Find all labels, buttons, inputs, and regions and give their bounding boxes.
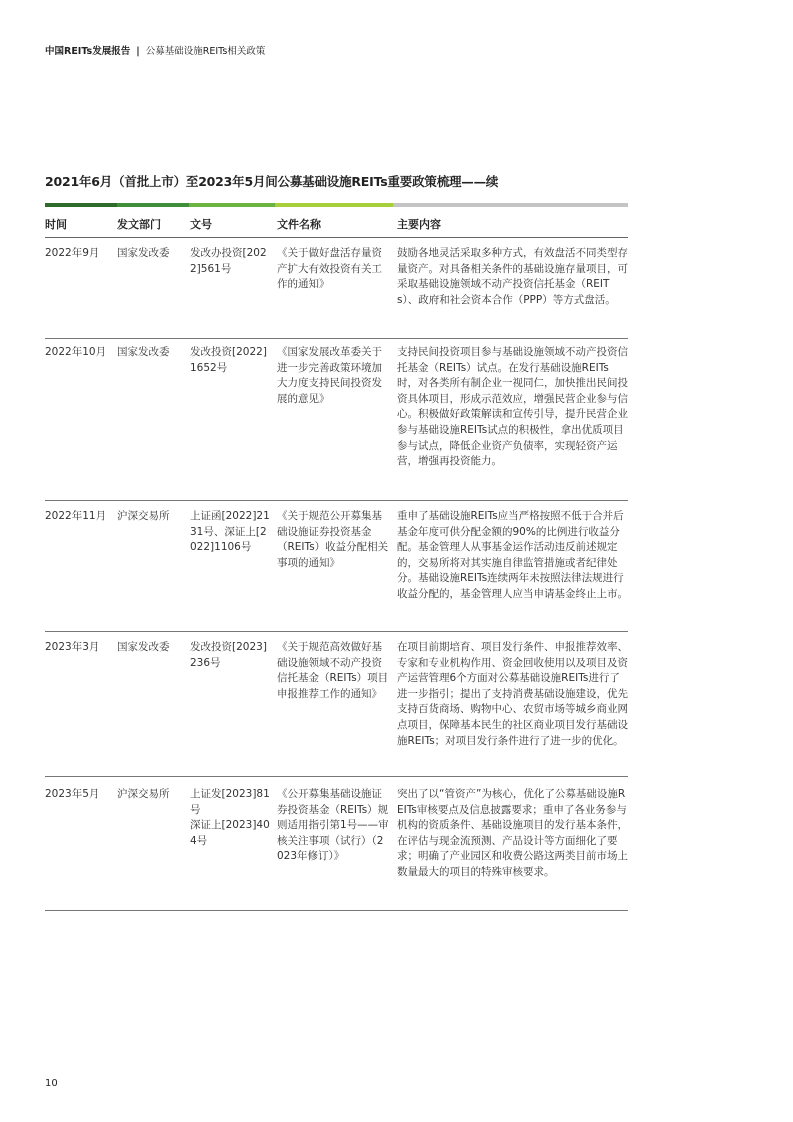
column-header-time: 时间: [45, 218, 67, 231]
cell-time: 2023年5月: [45, 788, 100, 800]
table-row: [45, 501, 628, 632]
cell-content: 重申了基础设施REITs应当严格按照不低于合并后基金年度可供分配金额的90%的比例进行收益分配。基金管理人从事基金运作活动违反前述规定的，交易所将对其实施自律监管措施或者纪律处分。基础设施REITs连续两年未按照法律法规进行收益分配的，基金管理人应当申请基金终止上市。: [397, 510, 628, 600]
table-row: [45, 777, 628, 911]
header-report-title: 中国REITs发展报告: [45, 46, 131, 57]
cell-content: 突出了以“管资产”为核心，优化了公募基础设施REITs审核要点及信息披露要求；重申了各业务参与机构的资质条件、基础设施项目的发行基本条件，在评估与现金流预测、产品设计等方面细化了要求；明确了产业园区和收费公路这两类目前市场上数量最大的项目的特殊审核要求。: [397, 788, 628, 878]
cell-time: 2023年3月: [45, 641, 100, 653]
cell-doc-no: 发改投资[2022]1652号: [190, 346, 267, 374]
cell-dept: 国家发改委: [117, 641, 170, 653]
column-header-doc-name: 文件名称: [277, 218, 321, 231]
cell-dept: 国家发改委: [117, 247, 170, 259]
cell-content: 鼓励各地灵活采取多种方式，有效盘活不同类型存量资产。对具备相关条件的基础设施存量项目，可采取基础设施领域不动产投资信托基金（REITs）、政府和社会资本合作（PPP）等方式盘活。: [397, 247, 628, 306]
column-header-dept: 发文部门: [117, 218, 161, 231]
cell-dept: 沪深交易所: [117, 788, 170, 800]
cell-time: 2022年10月: [45, 346, 107, 358]
cell-doc-name: 《关于规范公开募集基础设施证券投资基金（REITs）收益分配相关事项的通知》: [277, 510, 389, 569]
cell-doc-name: 《公开募集基础设施证券投资基金（REITs）规则适用指引第1号——审核关注事项（试行）（2023年修订）》: [277, 788, 389, 863]
cell-dept: 国家发改委: [117, 346, 170, 358]
page-number: 10: [45, 1078, 58, 1089]
cell-doc-name: 《国家发展改革委关于进一步完善政策环境加大力度支持民间投资发展的意见》: [277, 346, 382, 405]
cell-doc-no: 上证函[2022]2131号、深证上[2022]1106号: [190, 510, 270, 554]
cell-doc-no-line: 上证发[2023]81号: [190, 788, 270, 816]
column-header-content: 主要内容: [397, 218, 441, 231]
cell-doc-name: 《关于做好盘活存量资产扩大有效投资有关工作的通知》: [277, 247, 382, 291]
cell-doc-no: 发改办投资[2022]561号: [190, 247, 267, 275]
cell-doc-name: 《关于规范高效做好基础设施领域不动产投资信托基金（REITs）项目申报推荐工作的通知》: [277, 641, 389, 700]
cell-dept: 沪深交易所: [117, 510, 170, 522]
cell-time: 2022年9月: [45, 247, 100, 259]
cell-doc-no: [190, 787, 270, 849]
cell-doc-no-line: 深证上[2023]404号: [190, 819, 270, 847]
column-header-doc-no: 文号: [190, 218, 212, 231]
table-title: 2021年6月（首批上市）至2023年5月间公募基础设施REITs重要政策梳理——续: [45, 174, 499, 189]
cell-doc-no: 发改投资[2023]236号: [190, 641, 267, 669]
table-row: [45, 339, 628, 501]
cell-content: 支持民间投资项目参与基础设施领域不动产投资信托基金（REITs）试点。在发行基础设施REITs时，对各类所有制企业一视同仁，加快推出民间投资具体项目，形成示范效应，增强民营企业参与信心。积极做好政策解读和宣传引导，提升民营企业参与基础设施REITs试点的积极性，拿出优质项目参与试点，降低企业资产负债率，实现轻资产运营，增强再投资能力。: [397, 346, 628, 468]
cell-content: 在项目前期培育、项目发行条件、申报推荐效率、专家和专业机构作用、资金回收使用以及项目及资产运营管理6个方面对公募基础设施REITs进行了进一步指引；提出了支持消费基础设施建设，优先支持百货商场、购物中心、农贸市场等城乡商业网点项目，保障基本民生的社区商业项目发行基础设施REITs；对项目发行条件进行了进一步的优化。: [397, 641, 628, 747]
header-separator: |: [136, 46, 140, 57]
running-header: [45, 43, 265, 57]
table-row: [45, 238, 628, 339]
cell-time: 2022年11月: [45, 510, 107, 522]
table-row: [45, 632, 628, 777]
table-header: [45, 207, 628, 238]
header-section-title: 公募基础设施REITs相关政策: [145, 46, 266, 57]
